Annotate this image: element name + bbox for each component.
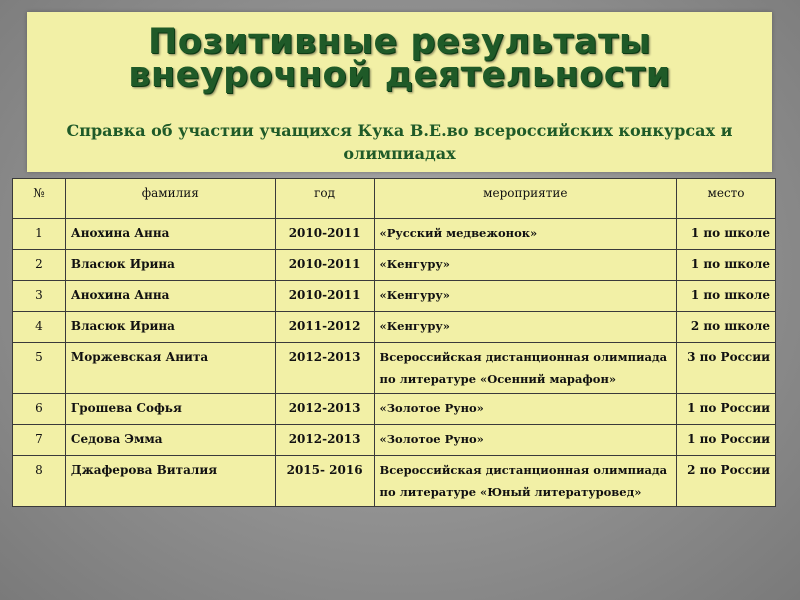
header-event: мероприятие: [374, 179, 677, 219]
cell-event: «Кенгуру»: [374, 312, 677, 343]
cell-place: 1 по школе: [677, 250, 776, 281]
subtitle-line-2: олимпиадах: [343, 144, 456, 163]
cell-event: Всероссийская дистанционная олимпиада по литературе «Юный литературовед»: [374, 456, 677, 507]
cell-year: 2010-2011: [275, 281, 374, 312]
cell-name: Анохина Анна: [65, 219, 275, 250]
cell-year: 2010-2011: [275, 219, 374, 250]
cell-year: 2011-2012: [275, 312, 374, 343]
slide-subtitle: [27, 119, 772, 165]
results-table-wrap: [12, 178, 776, 507]
cell-name: Моржевская Анита: [65, 343, 275, 394]
cell-year: 2015- 2016: [275, 456, 374, 507]
slide-title: [27, 22, 772, 95]
cell-event: Всероссийская дистанционная олимпиада по литературе «Осенний марафон»: [374, 343, 677, 394]
cell-name: Анохина Анна: [65, 281, 275, 312]
cell-name: Власюк Ирина: [65, 250, 275, 281]
cell-name: Джаферова Виталия: [65, 456, 275, 507]
cell-num: 7: [13, 425, 66, 456]
cell-place: 2 по школе: [677, 312, 776, 343]
cell-name: Власюк Ирина: [65, 312, 275, 343]
table-row: [13, 312, 776, 343]
cell-name: Седова Эмма: [65, 425, 275, 456]
header-box: [27, 12, 772, 172]
header-num: №: [13, 179, 66, 219]
table-row: [13, 219, 776, 250]
cell-year: 2012-2013: [275, 394, 374, 425]
cell-place: 1 по России: [677, 394, 776, 425]
cell-year: 2010-2011: [275, 250, 374, 281]
cell-place: 3 по России: [677, 343, 776, 394]
cell-place: 1 по школе: [677, 219, 776, 250]
cell-num: 2: [13, 250, 66, 281]
header-year: год: [275, 179, 374, 219]
cell-event: «Золотое Руно»: [374, 425, 677, 456]
table-header-row: [13, 179, 776, 219]
cell-name: Грошева Софья: [65, 394, 275, 425]
title-line-2: внеурочной деятельности: [128, 55, 671, 95]
table-row: [13, 250, 776, 281]
title-line-1: Позитивные результаты: [148, 22, 651, 62]
cell-event: «Русский медвежонок»: [374, 219, 677, 250]
cell-place: 2 по России: [677, 456, 776, 507]
header-name: фамилия: [65, 179, 275, 219]
cell-year: 2012-2013: [275, 425, 374, 456]
results-table: [12, 178, 776, 507]
cell-num: 8: [13, 456, 66, 507]
subtitle-line-1: Справка об участии учащихся Кука В.Е.во всероссийских конкурсах и: [66, 121, 733, 140]
table-row: [13, 281, 776, 312]
cell-place: 1 по России: [677, 425, 776, 456]
cell-event: «Кенгуру»: [374, 281, 677, 312]
table-row: [13, 456, 776, 507]
cell-event: «Кенгуру»: [374, 250, 677, 281]
cell-num: 5: [13, 343, 66, 394]
cell-num: 4: [13, 312, 66, 343]
cell-year: 2012-2013: [275, 343, 374, 394]
cell-num: 3: [13, 281, 66, 312]
cell-place: 1 по школе: [677, 281, 776, 312]
cell-event: «Золотое Руно»: [374, 394, 677, 425]
table-row: [13, 425, 776, 456]
table-row: [13, 343, 776, 394]
table-row: [13, 394, 776, 425]
cell-num: 6: [13, 394, 66, 425]
cell-num: 1: [13, 219, 66, 250]
header-place: место: [677, 179, 776, 219]
